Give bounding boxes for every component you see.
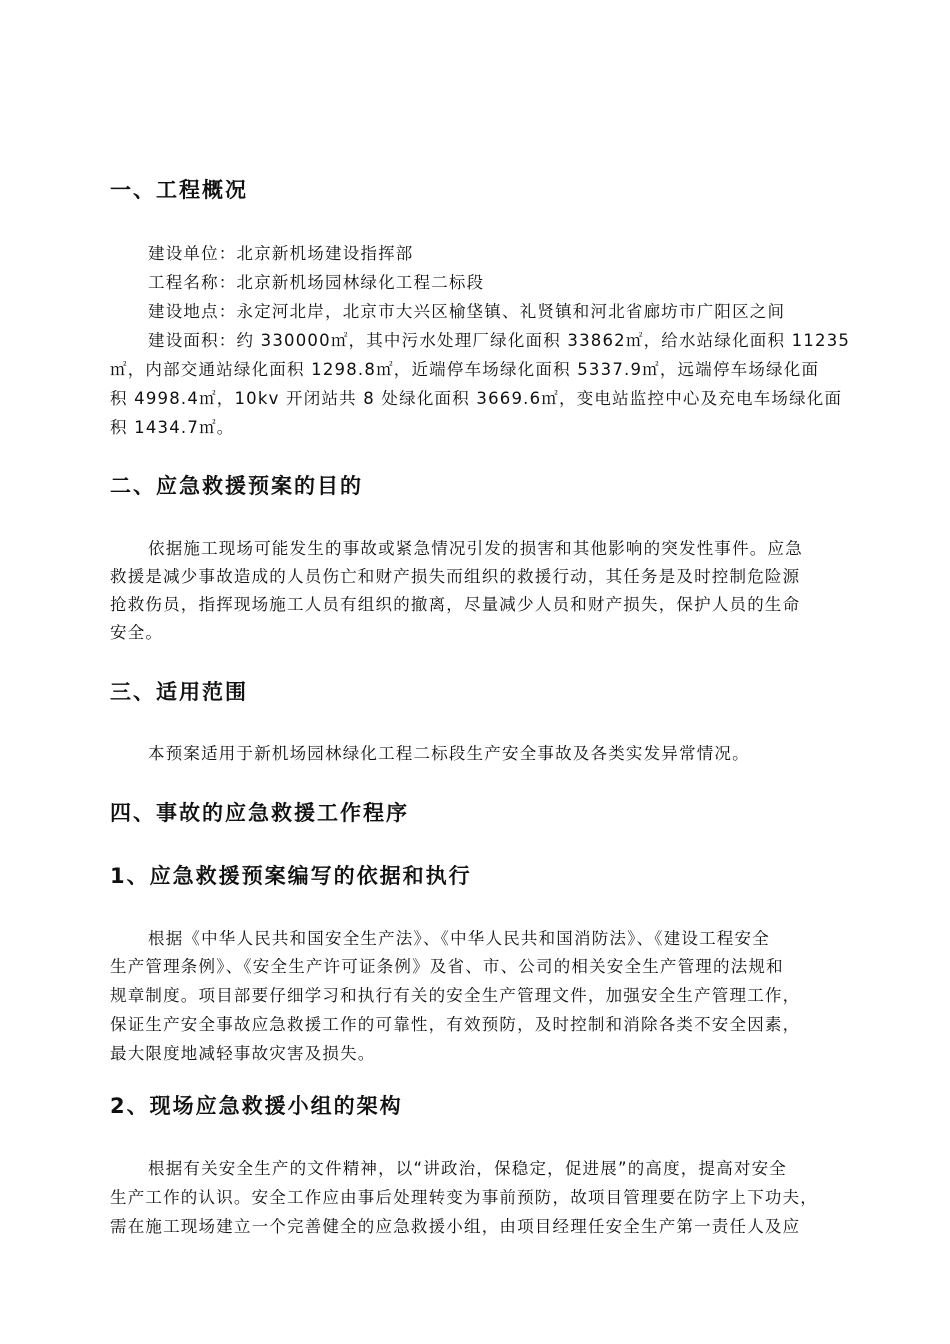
basis-line: 最大限度地减轻事故灾害及损失。 — [110, 1044, 376, 1063]
subsection-heading-basis: 1、应急救援预案编写的依据和执行 — [110, 864, 472, 888]
location-line: 建设地点：永定河北岸，北京市大兴区榆垡镇、礼贤镇和河北省廊坊市广阳区之间 — [148, 302, 786, 321]
basis-line: 根据《中华人民共和国安全生产法》、《中华人民共和国消防法》、《建设工程安全 — [148, 929, 770, 948]
purpose-line: 安全。 — [110, 623, 164, 642]
area-line: 建设面积：约 330000㎡，其中污水处理厂绿化面积 33862㎡，给水站绿化面积 11235 — [148, 331, 851, 350]
basis-line: 保证生产安全事故应急救援工作的可靠性，有效预防，及时控制和消除各类不安全因素， — [110, 1015, 801, 1034]
structure-line: 需在施工现场建立一个完善健全的应急救援小组，由项目经理任安全生产第一责任人及应 — [110, 1217, 801, 1236]
construction-unit-line: 建设单位：北京新机场建设指挥部 — [148, 244, 414, 263]
subsection-heading-structure: 2、现场应急救援小组的架构 — [110, 1094, 403, 1118]
purpose-line: 抢救伤员，指挥现场施工人员有组织的撤离，尽量减少人员和财产损失，保护人员的生命 — [110, 595, 801, 614]
section-heading-scope: 三、适用范围 — [110, 680, 248, 704]
purpose-line: 依据施工现场可能发生的事故或紧急情况引发的损害和其他影响的突发性事件。应急 — [148, 539, 803, 558]
area-line: 积 1434.7㎡。 — [110, 418, 235, 437]
area-line: 积 4998.4㎡，10kv 开闭站共 8 处绿化面积 3669.6㎡，变电站监控中心及充电车场绿化面 — [110, 389, 843, 408]
area-line: ㎡，内部交通站绿化面积 1298.8㎡，近端停车场绿化面积 5337.9㎡，远端停车场绿化面 — [110, 360, 820, 379]
basis-line: 规章制度。项目部要仔细学习和执行有关的安全生产管理文件，加强安全生产管理工作， — [110, 986, 801, 1005]
section-heading-procedure: 四、事故的应急救援工作程序 — [110, 801, 409, 825]
scope-line: 本预案适用于新机场园林绿化工程二标段生产安全事故及各类实发异常情况。 — [148, 744, 750, 763]
basis-line: 生产管理条例》、《安全生产许可证条例》及省、市、公司的相关安全生产管理的法规和 — [110, 957, 784, 976]
purpose-line: 救援是减少事故造成的人员伤亡和财产损失而组织的救援行动，其任务是及时控制危险源 — [110, 567, 801, 586]
section-heading-purpose: 二、应急救援预案的目的 — [110, 474, 363, 498]
structure-line: 生产工作的认识。安全工作应由事后处理转变为事前预防，故项目管理要在防字上下功夫， — [110, 1188, 818, 1207]
section-heading-overview: 一、工程概况 — [110, 178, 248, 202]
structure-line: 根据有关安全生产的文件精神，以“讲政治，保稳定，促进展”的高度，提高对安全 — [148, 1159, 787, 1178]
project-name-line: 工程名称：北京新机场园林绿化工程二标段 — [148, 273, 485, 292]
